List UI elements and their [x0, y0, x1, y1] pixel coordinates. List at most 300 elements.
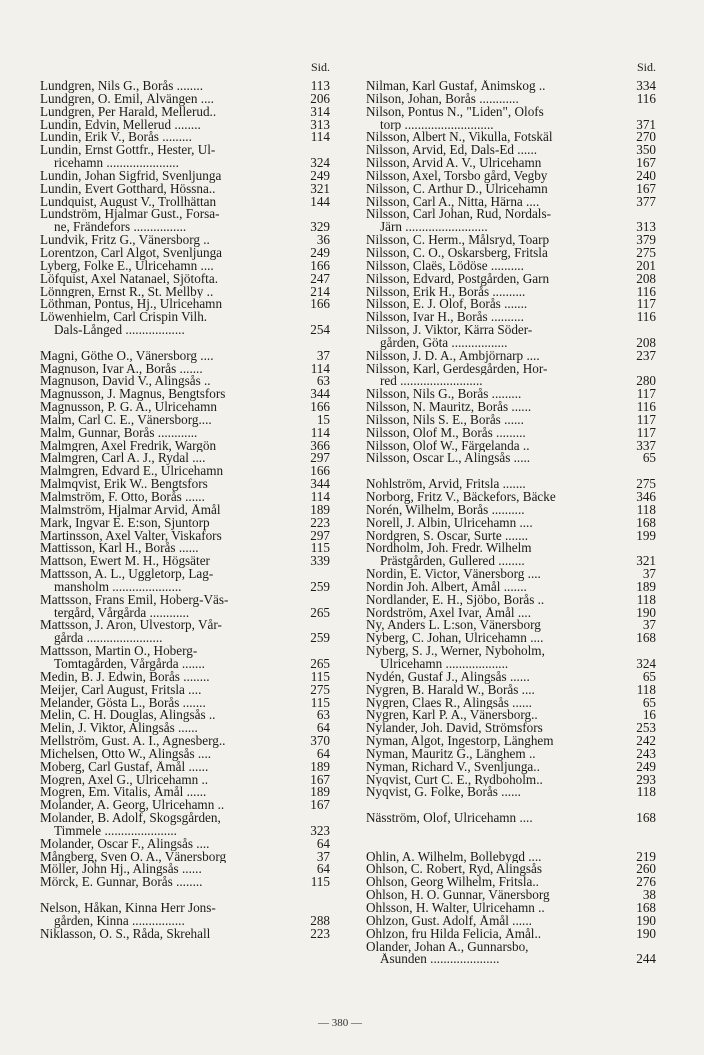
entry-name: Martinsson, Axel Valter, Viskafors: [40, 529, 222, 543]
entry-name: Melander, Gösta L., Borås .......: [40, 696, 206, 710]
entry-name: Nyman, Algot, Ingestorp, Länghem: [366, 735, 554, 748]
index-entry: [40, 452, 330, 465]
index-entry: [40, 555, 330, 568]
entry-page-number: 247: [310, 270, 330, 286]
index-entry: [366, 257, 656, 273]
entry-page-number: 370: [310, 733, 330, 749]
entry-page-number: 168: [636, 900, 656, 915]
entry-name: Lundin, Johan Sigfrid, Svenljunga: [40, 169, 222, 183]
entry-page-number: 321: [636, 553, 656, 569]
entry-name: Mattsson, Frans Emil, Hoberg-Väs-: [40, 593, 229, 607]
index-entry: [40, 835, 330, 851]
entry-page-number: 65: [642, 450, 656, 466]
entry-name: Mattsson, A. L., Uggletorp, Lag-: [40, 568, 214, 581]
entry-name: Malmqvist, Erik W.. Bengtsfors: [40, 478, 208, 491]
entry-name: Nilsson, Claës, Lödöse ..........: [366, 259, 524, 273]
entry-page-number: 379: [636, 232, 656, 248]
index-entry: [40, 568, 330, 594]
index-entry: [366, 735, 656, 748]
index-entry: [40, 478, 330, 491]
entry-page-number: 223: [310, 925, 330, 941]
entry-name: Nilsson, C. Arthur D., Ulricehamn: [366, 182, 548, 196]
entry-name: Nordström, Axel Ivar, Åmål ....: [366, 606, 532, 620]
page-column-header: Sid.: [310, 60, 330, 74]
index-entry: [40, 594, 330, 620]
entry-continuation: tergård, Vårgårda ............: [54, 606, 190, 620]
entry-page-number: 63: [316, 707, 330, 723]
entry-page-number: 189: [310, 501, 330, 517]
entry-name: Melin, C. H. Douglas, Alingsås ..: [40, 709, 216, 723]
index-entry: [366, 234, 656, 247]
entry-page-number: 116: [636, 309, 656, 325]
entry-page-number: 265: [310, 655, 330, 671]
index-entry: [40, 848, 330, 864]
entry-name: Ohlzon, fru Hilda Felicia, Åmål..: [366, 927, 542, 941]
entry-name: Malmgren, Carl A. J., Rydal ....: [40, 452, 206, 466]
entry-page-number: 64: [316, 720, 330, 736]
index-entry: [40, 745, 330, 761]
entry-page-number: 275: [310, 681, 330, 697]
page-column-header: Sid.: [636, 60, 656, 74]
entry-page-number: 64: [316, 861, 330, 877]
entry-name: Ohlson, C. Robert, Ryd, Alingsås: [366, 863, 543, 877]
entry-page-number: 344: [310, 386, 330, 402]
index-entry: [366, 144, 656, 157]
entry-page-number: 168: [636, 514, 656, 530]
entry-name: Nilsson, E. J. Olof, Borås .......: [366, 298, 528, 312]
entry-name: Nilsson, J. Viktor, Kärra Söder-: [366, 324, 533, 337]
entry-name: Meijer, Carl August, Fritsla ....: [40, 683, 202, 697]
index-entry: [40, 771, 330, 787]
entry-page-number: 166: [310, 463, 330, 479]
entry-name: Malmgren, Axel Fredrik, Wargön: [40, 439, 217, 453]
entry-name: Nilson, Johan, Borås ............: [366, 92, 519, 106]
index-entry: [366, 90, 656, 106]
entry-name: Lundin, Edvin, Mellerud ........: [40, 118, 201, 132]
entry-name: Nilsson, Carl A., Nitta, Härna ....: [366, 195, 540, 209]
entry-page-number: 38: [642, 887, 656, 903]
index-entry: [40, 347, 330, 363]
entry-name: Mattisson, Karl H., Borås ......: [40, 542, 199, 556]
entry-name: Nordin Joh. Albert, Åmål .......: [366, 580, 527, 594]
entry-page-number: 190: [636, 925, 656, 941]
entry-page-number: 190: [636, 604, 656, 620]
entry-continuation: gården, Göta .................: [380, 336, 508, 350]
index-entry: [366, 347, 656, 363]
entry-name: Nordholm, Joh. Fredr. Wilhelm: [366, 542, 532, 556]
entry-name: Nilsson, Axel, Torsbo gård, Vegby: [366, 169, 548, 183]
section-gap: [40, 889, 330, 902]
entry-name: Nilsson, Nils G., Borås .........: [366, 388, 522, 402]
index-entry: [40, 681, 330, 697]
entry-name: Molander, B. Adolf, Skogsgården,: [40, 812, 221, 825]
index-entry: [366, 771, 656, 787]
entry-name: Nilsson, Nils S. E., Borås ......: [366, 413, 524, 427]
index-entry: [366, 283, 656, 299]
index-entry: [366, 298, 656, 311]
entry-name: Magni, Göthe O., Vänersborg ....: [40, 349, 214, 363]
entry-page-number: 324: [636, 655, 656, 671]
index-entry: [40, 812, 330, 838]
index-entry: [40, 244, 330, 260]
index-entry: [366, 812, 656, 825]
entry-name: Nyman, Mauritz G., Länghem ..: [366, 747, 536, 761]
entry-page-number: 265: [310, 604, 330, 620]
index-entry: [366, 527, 656, 543]
entry-page-number: 37: [642, 617, 656, 633]
index-entry: [366, 388, 656, 401]
index-entry: [366, 131, 656, 144]
entry-name: Molander, Oscar F., Alingsås ....: [40, 837, 210, 851]
entry-name: Nohlström, Arvid, Fritsla .......: [366, 478, 526, 491]
entry-page-number: 249: [636, 758, 656, 774]
entry-name: Nordin, E. Victor, Vänersborg ....: [366, 568, 541, 581]
entry-page-number: 253: [636, 720, 656, 736]
index-entry: [40, 501, 330, 517]
entry-page-number: 208: [636, 334, 656, 350]
index-entry: [366, 452, 656, 465]
index-entry: [40, 786, 330, 799]
entry-name: Lundin, Ernst Gottfr., Hester, Ul-: [40, 144, 216, 158]
entry-name: Nilsson, Olof M., Borås .........: [366, 426, 526, 440]
entry-name: Mellström, Gust. A. I., Agnesberg..: [40, 735, 226, 748]
index-entry: [366, 568, 656, 581]
entry-name: Nyberg, C. Johan, Ulricehamn ....: [366, 632, 544, 646]
index-entry: [40, 311, 330, 337]
entry-continuation: gårda .......................: [54, 632, 163, 646]
entry-page-number: 144: [310, 193, 330, 209]
index-entry: [366, 848, 656, 864]
index-entry: [366, 786, 656, 799]
entry-name: Norborg, Fritz V., Bäckefors, Bäcke: [366, 491, 556, 504]
entry-page-number: 223: [310, 514, 330, 530]
index-entry: [366, 591, 656, 607]
entry-name: Mogren, Em. Vitalis, Åmål ......: [40, 786, 207, 800]
entry-name: Ohlson, H. O. Gunnar, Vänersborg: [366, 889, 550, 902]
entry-page-number: 118: [636, 681, 656, 697]
index-entry: [40, 131, 330, 144]
entry-page-number: 118: [636, 591, 656, 607]
entry-name: Nyman, Richard V., Svenljunga..: [366, 760, 540, 774]
entry-name: Lundquist, August V., Trollhättan: [40, 195, 217, 209]
index-entry: [366, 925, 656, 941]
entry-page-number: 249: [310, 167, 330, 183]
entry-continuation: Ulricehamn ...................: [380, 657, 509, 671]
entry-name: Nilsson, Arvid A. V., Ulricehamn: [366, 157, 542, 170]
index-entry: [40, 902, 330, 928]
index-entry: [40, 411, 330, 427]
entry-name: Nordgren, S. Oscar, Surte .......: [366, 529, 529, 543]
index-entry: [40, 193, 330, 209]
entry-name: Norell, J. Albin, Ulricehamn ....: [366, 516, 533, 530]
entry-page-number: 206: [310, 90, 330, 106]
index-entry: [366, 668, 656, 684]
entry-name: Lundvik, Fritz G., Vänersborg ..: [40, 234, 210, 247]
entry-name: Nilsson, Edvard, Postgården, Garn: [366, 272, 550, 286]
index-entry: [40, 257, 330, 273]
index-entry: [366, 889, 656, 902]
entry-page-number: 114: [310, 360, 330, 376]
entry-name: Lundin, Erik V., Borås .........: [40, 131, 192, 145]
index-entry: [40, 424, 330, 440]
entry-name: Magnuson, David V., Alingsås ..: [40, 375, 211, 389]
entry-continuation: ne, Frändefors ................: [54, 221, 187, 235]
index-entry: [40, 298, 330, 311]
entry-page-number: 65: [642, 668, 656, 684]
index-entry: [366, 80, 656, 93]
entry-page-number: 37: [316, 848, 330, 864]
entry-page-number: 201: [636, 257, 656, 273]
index-entry: [366, 709, 656, 722]
entry-page-number: 63: [316, 373, 330, 389]
entry-page-number: 313: [636, 219, 656, 235]
entry-name: Mattson, Ewert M. H., Högsäter: [40, 555, 210, 569]
entry-name: Nydén, Gustaf J., Alingsås ......: [366, 670, 530, 684]
entry-page-number: 190: [636, 912, 656, 928]
index-entry: [366, 363, 656, 389]
entry-name: Mogren, Axel G., Ulricehamn ..: [40, 773, 209, 787]
section-gap: [366, 799, 656, 812]
entry-name: Mattsson, J. Aron, Ulvestorp, Vår-: [40, 619, 222, 633]
entry-name: Ohlsson, H. Walter, Ulricehamn ..: [366, 902, 545, 915]
entry-name: Nylander, Joh. David, Strömsfors: [366, 722, 543, 736]
entry-name: Nilsson, C. O., Oskarsberg, Fritsla: [366, 246, 548, 260]
entry-page-number: 324: [310, 155, 330, 171]
index-entry: [366, 167, 656, 183]
index-entry: [40, 116, 330, 132]
entry-name: Nilsson, Carl Johan, Rud, Nordals-: [366, 208, 551, 222]
entry-continuation: Prästgården, Gullered ........: [380, 555, 525, 569]
entry-page-number: 189: [310, 784, 330, 800]
index-entry: [40, 514, 330, 530]
entry-page-number: 15: [316, 411, 330, 427]
entry-page-number: 346: [636, 489, 656, 504]
entry-page-number: 167: [636, 180, 656, 196]
entry-name: Magnuson, Ivar A., Borås .......: [40, 362, 203, 376]
index-entry: [366, 542, 656, 568]
index-entry: [366, 681, 656, 697]
entry-name: Lundgren, O. Emil, Älvängen ....: [40, 92, 214, 106]
entry-name: Malmström, Hjalmar Arvid, Åmål: [40, 503, 221, 517]
entry-page-number: 114: [310, 129, 330, 145]
entry-page-number: 275: [636, 476, 656, 492]
entry-page-number: 115: [310, 540, 330, 556]
index-entry: [366, 324, 656, 350]
index-entry: [40, 180, 330, 196]
index-entry: [40, 80, 330, 93]
entry-page-number: 168: [636, 630, 656, 646]
entry-name: Nilsson, Oscar L., Alingsås .....: [366, 452, 531, 466]
index-entry: [366, 604, 656, 620]
entry-page-number: 276: [636, 874, 656, 890]
entry-name: Melin, J. Viktor, Alingsås ......: [40, 722, 198, 736]
index-entry: [366, 941, 656, 967]
entry-name: Malmgren, Edvard E., Ulricehamn: [40, 465, 224, 479]
entry-page-number: 117: [636, 296, 656, 312]
entry-name: Nilsson, Arvid, Ed, Dals-Ed ......: [366, 144, 538, 158]
index-entry: [366, 912, 656, 928]
section-gap: [40, 337, 330, 350]
entry-name: Nilman, Karl Gustaf, Ånimskog ..: [366, 80, 546, 93]
entry-name: Nilsson, C. Herm., Målsryd, Toarp: [366, 234, 550, 247]
index-entry: [366, 758, 656, 774]
entry-name: Nilsson, J. D. A., Ambjörnarp ....: [366, 349, 540, 363]
entry-page-number: 242: [636, 733, 656, 749]
entry-name: Nyqvist, Curt C. E., Rydboholm..: [366, 773, 543, 787]
entry-name: Niklasson, O. S., Råda, Skrehall: [40, 927, 211, 941]
index-entry: [40, 709, 330, 722]
entry-name: Nordlander, E. H., Sjöbo, Borås ..: [366, 593, 545, 607]
index-entry: [366, 619, 656, 632]
entry-continuation: Järn .........................: [380, 221, 488, 235]
index-entry: [366, 863, 656, 876]
entry-page-number: 117: [636, 386, 656, 402]
index-entry: [40, 270, 330, 286]
entry-name: Nygren, B. Harald W., Borås ....: [366, 683, 535, 697]
entry-name: Nilsson, Olof W., Färgelanda ..: [366, 439, 530, 453]
entry-name: Ohlin, A. Wilhelm, Bollebygd ....: [366, 850, 542, 864]
entry-page-number: 344: [310, 476, 330, 492]
entry-page-number: 114: [310, 424, 330, 440]
index-entry: [40, 694, 330, 710]
entry-page-number: 37: [642, 566, 656, 582]
index-entry: [366, 876, 656, 889]
entry-page-number: 240: [636, 167, 656, 183]
entry-name: Lundgren, Per Harald, Mellerud..: [40, 105, 217, 119]
entry-name: Ohlson, Georg Wilhelm, Fritsla..: [366, 876, 539, 890]
entry-page-number: 117: [636, 424, 656, 440]
entry-continuation: ricehamn ......................: [54, 157, 179, 170]
entry-page-number: 244: [636, 951, 656, 967]
index-entry: [366, 193, 656, 209]
entry-page-number: 249: [310, 244, 330, 260]
index-entry: [40, 527, 330, 543]
entry-name: Nilsson, Erik H., Borås ..........: [366, 285, 526, 299]
index-entry: [366, 902, 656, 915]
page-number-footer: — 380 —: [318, 1017, 362, 1029]
index-entry: [366, 401, 656, 414]
index-entry: [40, 799, 330, 812]
entry-page-number: 36: [316, 232, 330, 248]
entry-page-number: 337: [636, 437, 656, 453]
entry-page-number: 297: [310, 527, 330, 543]
entry-name: Mörck, E. Gunnar, Borås ........: [40, 876, 203, 890]
index-entry: [40, 722, 330, 735]
entry-name: Norén, Wilhelm, Borås ..........: [366, 503, 525, 517]
entry-page-number: 214: [310, 283, 330, 299]
entry-name: Lyberg, Folke E., Ulricehamn ....: [40, 259, 214, 273]
entry-name: Nyqvist, G. Folke, Borås ......: [366, 786, 521, 800]
entry-name: Malmström, F. Otto, Borås ......: [40, 491, 205, 504]
index-entry: [40, 388, 330, 401]
index-entry: [366, 632, 656, 645]
index-entry: [40, 144, 330, 170]
index-entry: [366, 514, 656, 530]
index-entry: [366, 106, 656, 132]
entry-page-number: 113: [310, 78, 330, 93]
entry-page-number: 116: [636, 90, 656, 106]
left-column: [40, 60, 330, 941]
entry-name: Magnusson, J. Magnus, Bengtsfors: [40, 388, 226, 402]
entry-page-number: 117: [636, 411, 656, 427]
entry-page-number: 243: [636, 745, 656, 761]
index-entry: [40, 167, 330, 183]
entry-page-number: 116: [636, 399, 656, 415]
entry-page-number: 275: [636, 244, 656, 260]
entry-name: Nelson, Håkan, Kinna Herr Jons-: [40, 902, 216, 915]
entry-page-number: 16: [642, 707, 656, 723]
entry-name: Ohlzon, Gust. Adolf, Åmål ......: [366, 914, 532, 928]
entry-page-number: 166: [310, 296, 330, 312]
entry-continuation: torp ...........................: [380, 118, 494, 132]
index-entry: [366, 311, 656, 324]
entry-page-number: 314: [310, 103, 330, 119]
index-entry: [366, 478, 656, 491]
index-entry: [40, 645, 330, 671]
entry-page-number: 116: [636, 283, 656, 299]
entry-page-number: 350: [636, 142, 656, 158]
section-gap: [366, 825, 656, 838]
entry-page-number: 321: [310, 180, 330, 196]
index-entry: [366, 722, 656, 735]
entry-name: Olander, Johan A., Gunnarsbo,: [366, 940, 529, 954]
entry-page-number: 115: [310, 874, 330, 890]
entry-page-number: 64: [316, 745, 330, 761]
entry-name: Nygren, Claes R., Alingsås ......: [366, 696, 532, 710]
index-entry: [40, 283, 330, 299]
index-entry: [366, 244, 656, 260]
index-entry: [40, 90, 330, 106]
entry-page-number: 118: [636, 784, 656, 800]
index-entry: [40, 542, 330, 555]
entry-page-number: 288: [310, 912, 330, 928]
index-entry: [366, 411, 656, 427]
section-gap: [366, 838, 656, 851]
entry-page-number: 167: [310, 771, 330, 787]
entry-name: Malm, Carl C. E., Vänersborg....: [40, 413, 212, 427]
index-entry: [366, 437, 656, 453]
section-gap: [366, 465, 656, 478]
entry-name: Medin, B. J. Edwin, Borås ........: [40, 670, 210, 684]
entry-continuation: gården, Kinna ................: [54, 914, 185, 928]
index-entry: [40, 401, 330, 414]
entry-page-number: 259: [310, 578, 330, 594]
entry-page-number: 65: [642, 694, 656, 710]
entry-page-number: 270: [636, 129, 656, 145]
index-entry: [40, 619, 330, 645]
entry-page-number: 323: [310, 822, 330, 838]
entry-page-number: 37: [316, 347, 330, 363]
entry-name: Mark, Ingvar E. E:son, Sjuntorp: [40, 516, 210, 530]
index-entry: [40, 735, 330, 748]
index-entry: [366, 270, 656, 286]
index-entry: [40, 465, 330, 478]
index-entry: [40, 925, 330, 941]
entry-page-number: 259: [310, 630, 330, 646]
index-entry: [366, 157, 656, 170]
entry-page-number: 208: [636, 270, 656, 286]
index-entry: [40, 234, 330, 247]
entry-continuation: Dals-Långed ..................: [54, 324, 185, 337]
entry-page-number: 166: [310, 399, 330, 415]
entry-list: [366, 80, 656, 966]
entry-name: Moberg, Carl Gustaf, Åmål ......: [40, 760, 209, 774]
entry-page-number: 377: [636, 193, 656, 209]
entry-page-number: 313: [310, 116, 330, 132]
entry-page-number: 115: [310, 694, 330, 710]
entry-name: Möller, John Hj., Alingsås ......: [40, 863, 202, 877]
index-entry: [40, 491, 330, 504]
